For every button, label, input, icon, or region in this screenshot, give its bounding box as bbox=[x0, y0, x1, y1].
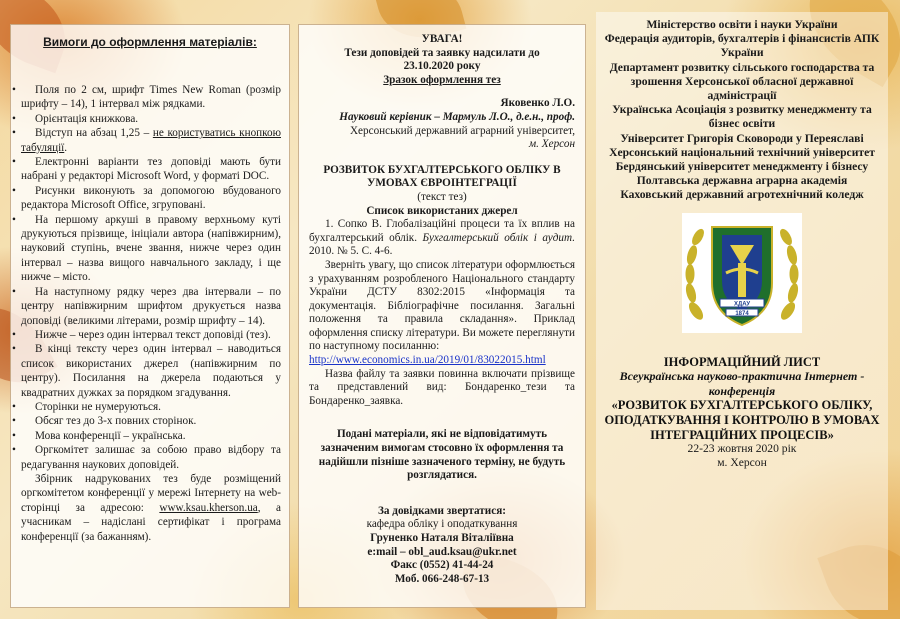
submission-panel bbox=[298, 24, 586, 608]
publication-note-text: Збірник надрукованих тез буде розміщений оргкомітетом конференції у мережі Інтернету на web-сторінці за адресою: bbox=[21, 472, 281, 514]
list-item: • Рисунки виконують за допомогою вбудованого редактора Microsoft Office, згруповані. bbox=[21, 184, 281, 213]
organizer-item: Українська Асоціація з розвитку менеджменту та бізнес освіти bbox=[612, 103, 872, 131]
attention-heading: УВАГА! bbox=[421, 33, 463, 45]
filename-note: Назва файлу та заявки повинна включати прізвище та представлений вид: Бондаренко_тези та Бондаренко_заявка. bbox=[309, 367, 575, 407]
list-item-emphasis: не користуватись кнопкою табуляції bbox=[21, 127, 281, 154]
list-item: • Поля по 2 см, шрифт Times New Roman (розмір шрифту – 14), 1 інтервал між рядками. bbox=[21, 83, 281, 112]
reference-item bbox=[309, 218, 575, 259]
organizer-item: Міністерство освіти і науки України bbox=[646, 18, 838, 31]
website-link[interactable]: www.ksau.kherson.ua bbox=[159, 501, 258, 514]
contact-email: e:mail – obl_aud.ksau@ukr.net bbox=[367, 545, 517, 558]
contact-mobile: Моб. 066-248-67-13 bbox=[394, 572, 490, 585]
sample-author: Яковенко Л.О. bbox=[500, 97, 575, 110]
list-item: • Оргкомітет залишає за собою право відбору та редагування наукових доповідей. bbox=[21, 443, 281, 472]
requirements-panel bbox=[10, 24, 290, 608]
list-item: • Обсяг тез до 3-х повних сторінок. bbox=[21, 414, 281, 428]
organizers-panel bbox=[596, 12, 888, 610]
emblem-label: ХДАУ bbox=[733, 301, 751, 308]
list-item: • Орієнтація книжкова. bbox=[21, 112, 281, 126]
references-heading: Список використаних джерел bbox=[366, 204, 518, 217]
conference-type: Всеукраїнська науково-практична Інтернет - конференція bbox=[619, 369, 865, 398]
publication-note bbox=[11, 472, 289, 544]
sample-supervisor: Науковий керівник – Мармуль Л.О., д.е.н., проф. bbox=[339, 110, 575, 123]
list-item: • Електронні варіанти тез доповіді мають бути набрані у редакторі Microsoft Word, у форматі DOC. bbox=[21, 155, 281, 184]
organizer-item: Департамент розвитку сільського господарства та зрошення Херсонської обласної державної адміністрації bbox=[609, 60, 875, 103]
list-item: • В кінці тексту через один інтервал – наводиться список використаних джерел (напівжирним по центру). Посилання на джерела подаються у квадратних дужках за порядком згадування. bbox=[21, 342, 281, 400]
list-item: • Сторінки не нумеруються. bbox=[21, 400, 281, 414]
organizer-item: Херсонський національний технічний університет bbox=[609, 145, 875, 159]
contact-department: кафедра обліку і оподаткування bbox=[366, 518, 518, 531]
university-emblem-icon bbox=[682, 213, 802, 333]
sample-city: м. Херсон bbox=[529, 138, 575, 151]
conference-city: м. Херсон bbox=[717, 456, 767, 470]
contacts-heading: За довідками звертатися: bbox=[377, 504, 506, 517]
organizer-item: Федерація аудиторів, бухгалтерів і фінансистів АПК України bbox=[604, 32, 880, 60]
references-note: Зверніть увагу, що список літератури оформлюється з урахуванням розробленого Національного стандарту України ДСТУ 8302:2015 «Інформація та документація. Бібліографічне посилання. Загальні положення та правила складання». Приклад оформлення списку літератури. Ви можете переглянути по наступному посиланню: bbox=[309, 258, 575, 353]
standard-link[interactable]: http://www.economics.in.ua/2019/01/83022015.html bbox=[309, 354, 546, 367]
contact-fax: Факс (0552) 41-44-24 bbox=[390, 559, 494, 572]
organizer-item: Університет Григорія Сковороди у Переяславі bbox=[620, 131, 864, 145]
contact-name: Груненко Наталя Віталіївна bbox=[370, 532, 514, 544]
list-item: • Нижче – через один інтервал текст доповіді (тез). bbox=[21, 328, 281, 342]
conference-name: «РОЗВИТОК БУХГАЛТЕРСЬКОГО ОБЛІКУ, ОПОДАТКУВАННЯ І КОНТРОЛЮ В УМОВАХ ІНТЕГРАЦІЙНИХ ПРОЦЕСІВ» bbox=[604, 398, 880, 442]
info-letter-title: ІНФОРМАЦІЙНИЙ ЛИСТ bbox=[663, 354, 821, 369]
sample-university: Херсонський державний аграрний університет, bbox=[349, 124, 575, 137]
list-item: • Мова конференції – українська. bbox=[21, 429, 281, 443]
reference-source: Бухгалтерський облік і аудит. bbox=[422, 231, 576, 244]
sample-paper-title: РОЗВИТОК БУХГАЛТЕРСЬКОГО ОБЛІКУ В УМОВАХ ЄВРОІНТЕГРАЦІЇ bbox=[323, 163, 561, 190]
requirements-title: Вимоги до оформлення матеріалів: bbox=[43, 35, 257, 49]
emblem-year: 1874 bbox=[735, 310, 749, 317]
list-item-text: . bbox=[64, 141, 68, 154]
reference-text: 2010. № 5. С. 4-6. bbox=[309, 245, 393, 258]
list-item: • На першому аркуші в правому верхньому куті друкуються прізвище, ініціали автора (напівжирним), науковий ступінь, вчене звання, нижче через один інтервал – назва вищого навчального закладу, і ще нижче – місто. bbox=[21, 213, 281, 285]
reference-text: 1. Сопко В. Глобалізаційні процеси та їх вплив на бухгалтерський облік. bbox=[309, 218, 575, 244]
conference-dates: 22-23 жовтня 2020 рік bbox=[687, 442, 797, 456]
sample-heading: Зразок оформлення тез bbox=[383, 73, 501, 86]
list-item-text: Відступ на абзац 1,25 – bbox=[35, 127, 153, 140]
organizer-item: Каховський державний агротехнічний коледж bbox=[620, 188, 864, 202]
organizer-item: Полтавська державна аграрна академія bbox=[636, 174, 848, 188]
publication-note-text: , а учасникам – надіслані сертифікат і програма конференції (за бажанням). bbox=[21, 501, 281, 543]
list-item: • На наступному рядку через два інтервали – по центру напівжирним шрифтом друкується назва доповіді (великими літерами, розмір шрифту – 14). bbox=[21, 285, 281, 328]
list-item bbox=[21, 126, 281, 155]
deadline-text: Тези доповідей та заявку надсилати до 23.10.2020 року bbox=[344, 46, 540, 73]
warning-text: Подані матеріали, які не відповідатимуть зазначеним вимогам стосовно їх оформлення та надійшли пізніше зазначеного терміну, не будуть розглядатися. bbox=[318, 428, 566, 482]
requirements-list bbox=[11, 83, 289, 472]
organizer-item: Бердянський університет менеджменту і бізнесу bbox=[615, 160, 869, 174]
sample-paper-subtitle: (текст тез) bbox=[417, 190, 467, 203]
